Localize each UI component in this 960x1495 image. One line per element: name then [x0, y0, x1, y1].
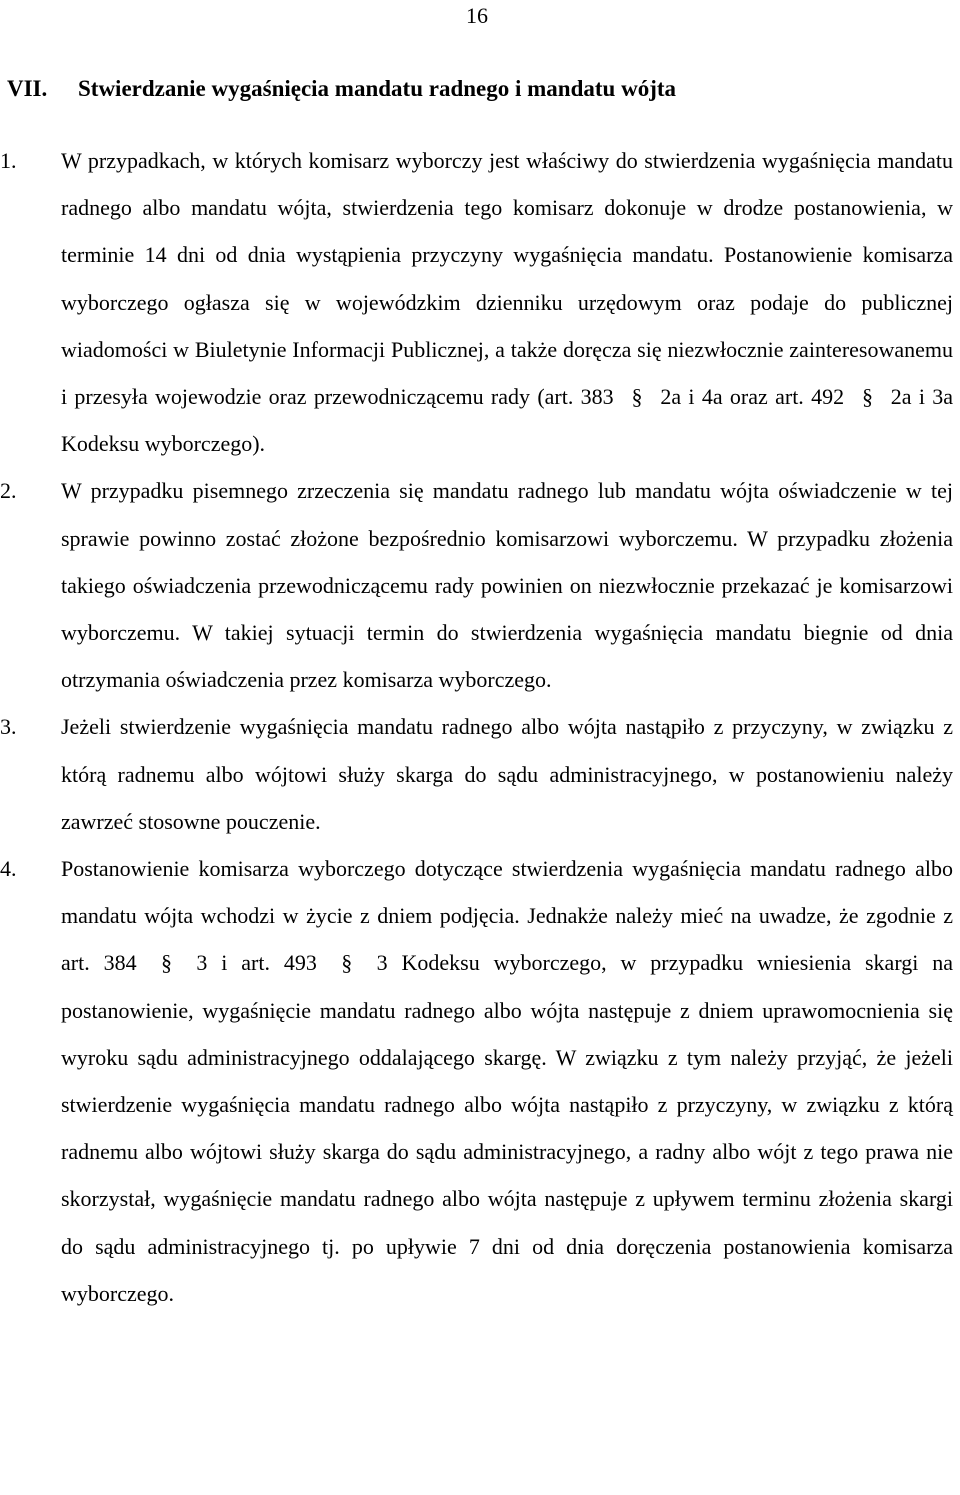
list-item-3	[0, 703, 953, 845]
page-number: 16	[466, 3, 488, 28]
list-item-text: 3 i art. 493	[196, 950, 317, 976]
list-item-text: 3 Kodeksu wyborczego, w przypadku wniesienia skargi na postanowienie, wygaśnięcie mandatu radnego albo wójta następuje z dniem uprawomocnienia się wyroku sądu administracyjnego oddalającego skargę. W związku z tym należy przyjąć, że jeżeli stwierdzenie wygaśnięcia mandatu radnego albo wójta nastąpiło z przyczyny, w związku z którą radnemu albo wójtowi służy skarga do sądu administracyjnego, a radny albo wójt z tego prawa nie skorzystał, wygaśnięcie mandatu radnego albo wójta następuje z upływem terminu złożenia skargi do sądu administracyjnego tj. po upływie 7 dni od dnia doręczenia postanowienia komisarza wyborczego.	[61, 950, 954, 1306]
list-item-number: 1.	[0, 148, 17, 173]
section-heading-number: VII.	[7, 76, 48, 101]
list-item-2	[0, 467, 953, 703]
section-symbol: §	[861, 384, 873, 410]
list-item-text: 2a i 4a oraz art. 492	[660, 384, 845, 410]
section-heading	[7, 72, 947, 106]
list-item-1	[0, 137, 953, 467]
list-item-text: W przypadku pisemnego zrzeczenia się mandatu radnego lub mandatu wójta oświadczenie w tej sprawie powinno zostać złożone bezpośrednio komisarzowi wyborczemu. W przypadku złożenia takiego oświadczenia przewodniczącemu rady powinien on niezwłocznie przekazać je komisarzowi wyborczemu. W takiej sytuacji termin do stwierdzenia wygaśnięcia mandatu biegnie od dnia otrzymania oświadczenia przez komisarza wyborczego.	[61, 478, 953, 693]
list-item-text: 2a i 3a Kodeksu wyborczego).	[61, 384, 954, 457]
list-item-text: Jeżeli stwierdzenie wygaśnięcia mandatu radnego albo wójta nastąpiło z przyczyny, w związku z którą radnemu albo wójtowi służy skarga do sądu administracyjnego, w postanowieniu należy zawrzeć stosowne pouczenie.	[61, 714, 953, 834]
section-heading-title: Stwierdzanie wygaśnięcia mandatu radnego i mandatu wójta	[78, 76, 677, 101]
numbered-list	[0, 137, 960, 1317]
list-item-text: W przypadkach, w których komisarz wyborczy jest właściwy do stwierdzenia wygaśnięcia mandatu radnego albo mandatu wójta, stwierdzenia tego komisarz dokonuje w drodze postanowienia, w terminie 14 dni od dnia wystąpienia przyczyny wygaśnięcia mandatu. Postanowienie komisarza wyborczego ogłasza się w wojewódzkim dzienniku urzędowym oraz podaje do publicznej wiadomości w Biuletynie Informacji Publicznej, a także doręcza się niezwłocznie zainteresowanemu i przesyła wojewodzie oraz przewodniczącemu rady (art. 383	[61, 148, 953, 410]
section-symbol: §	[631, 384, 643, 410]
list-item-number: 4.	[0, 856, 17, 882]
list-item-number: 3.	[0, 714, 17, 740]
section-symbol: §	[160, 950, 172, 976]
list-item-text: Postanowienie komisarza wyborczego dotyczące stwierdzenia wygaśnięcia mandatu radnego albo mandatu wójta wchodzi w życie z dniem podjęcia. Jednakże należy mieć na uwadze, że zgodnie z art. 384	[61, 856, 953, 976]
list-item-4	[0, 845, 953, 1317]
list-item-number: 2.	[0, 478, 17, 504]
section-symbol: §	[341, 950, 353, 976]
